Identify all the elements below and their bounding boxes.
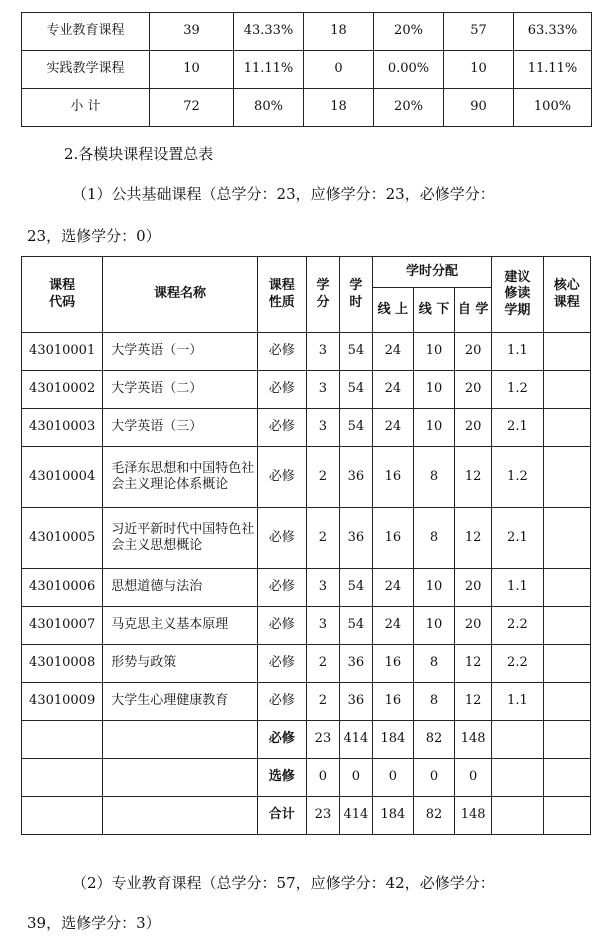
cell-core [543, 508, 590, 569]
cell-online: 24 [372, 371, 413, 409]
summary-cell: 20% [374, 13, 444, 51]
cell-term: 1.1 [492, 683, 543, 721]
empty-cell [492, 797, 543, 835]
summary-cell: 11.11% [514, 51, 592, 89]
cell-hours: 36 [339, 683, 372, 721]
cell-name: 形势与政策 [103, 645, 257, 683]
summary-cell: 57 [444, 13, 514, 51]
summary-row [22, 89, 592, 127]
empty-cell [22, 759, 103, 797]
header-offline: 线 下 [413, 288, 454, 333]
empty-cell [103, 797, 257, 835]
summary-cell: 11.11% [234, 51, 304, 89]
cell-code: 43010002 [22, 371, 103, 409]
paragraph-public-line1: （1）公共基础课程（总学分：23，应修学分：23，必修学分： [72, 185, 495, 203]
cell-credit: 2 [306, 447, 339, 508]
total-hours: 0 [339, 759, 372, 797]
total-credit: 0 [306, 759, 339, 797]
cell-hours: 54 [339, 569, 372, 607]
cell-hours: 36 [339, 645, 372, 683]
cell-nature: 必修 [257, 447, 306, 508]
summary-cell: 80% [234, 89, 304, 127]
summary-cell: 18 [304, 89, 374, 127]
cell-self: 20 [455, 569, 492, 607]
empty-cell [22, 721, 103, 759]
paragraph-major-line1: （2）专业教育课程（总学分：57，应修学分：42，必修学分： [72, 874, 495, 892]
summary-cell: 10 [150, 51, 234, 89]
total-online: 184 [372, 721, 413, 759]
cell-name: 习近平新时代中国特色社会主义思想概论 [103, 508, 257, 569]
total-online: 0 [372, 759, 413, 797]
cell-term: 1.2 [492, 447, 543, 508]
cell-term: 2.2 [492, 645, 543, 683]
cell-code: 43010009 [22, 683, 103, 721]
empty-cell [103, 759, 257, 797]
cell-self: 20 [455, 333, 492, 371]
cell-offline: 10 [413, 371, 454, 409]
table-row [22, 569, 591, 607]
cell-credit: 3 [306, 569, 339, 607]
header-alloc: 学时分配 [372, 257, 491, 288]
cell-offline: 8 [413, 683, 454, 721]
cell-hours: 36 [339, 447, 372, 508]
empty-cell [543, 797, 590, 835]
cell-core [543, 371, 590, 409]
section-heading: 2.各模块课程设置总表 [64, 145, 214, 163]
table-row [22, 333, 591, 371]
table-row [22, 607, 591, 645]
cell-online: 24 [372, 333, 413, 371]
cell-name: 大学英语（一） [103, 333, 257, 371]
summary-cell: 43.33% [234, 13, 304, 51]
total-self: 148 [455, 721, 492, 759]
cell-nature: 必修 [257, 333, 306, 371]
empty-cell [543, 721, 590, 759]
cell-credit: 2 [306, 683, 339, 721]
header-code: 课程 代码 [22, 257, 103, 333]
cell-self: 12 [455, 508, 492, 569]
cell-code: 43010008 [22, 645, 103, 683]
header-name: 课程名称 [103, 257, 257, 333]
cell-online: 16 [372, 447, 413, 508]
summary-cell: 100% [514, 89, 592, 127]
summary-cell: 0 [304, 51, 374, 89]
header-credit: 学 分 [306, 257, 339, 333]
empty-cell [492, 721, 543, 759]
summary-cell: 18 [304, 13, 374, 51]
header-self: 自 学 [455, 288, 492, 333]
cell-credit: 2 [306, 508, 339, 569]
cell-offline: 10 [413, 409, 454, 447]
cell-core [543, 683, 590, 721]
cell-self: 12 [455, 683, 492, 721]
summary-cell: 72 [150, 89, 234, 127]
summary-cell: 10 [444, 51, 514, 89]
summary-cell: 90 [444, 89, 514, 127]
table-row [22, 645, 591, 683]
cell-core [543, 607, 590, 645]
cell-nature: 必修 [257, 645, 306, 683]
total-offline: 82 [413, 797, 454, 835]
cell-core [543, 645, 590, 683]
cell-term: 2.1 [492, 508, 543, 569]
cell-code: 43010004 [22, 447, 103, 508]
table-row [22, 371, 591, 409]
cell-credit: 3 [306, 607, 339, 645]
header-hours: 学 时 [339, 257, 372, 333]
cell-offline: 8 [413, 447, 454, 508]
total-credit: 23 [306, 797, 339, 835]
table-row [22, 508, 591, 569]
cell-term: 2.1 [492, 409, 543, 447]
summary-table [21, 12, 592, 127]
cell-online: 24 [372, 607, 413, 645]
cell-term: 1.1 [492, 333, 543, 371]
cell-online: 24 [372, 409, 413, 447]
cell-offline: 8 [413, 645, 454, 683]
header-term: 建议 修读 学期 [492, 257, 543, 333]
cell-self: 12 [455, 447, 492, 508]
cell-name: 大学英语（二） [103, 371, 257, 409]
header-nature: 课程 性质 [257, 257, 306, 333]
cell-online: 16 [372, 645, 413, 683]
cell-nature: 必修 [257, 569, 306, 607]
cell-online: 16 [372, 683, 413, 721]
cell-credit: 2 [306, 645, 339, 683]
cell-offline: 10 [413, 333, 454, 371]
cell-self: 20 [455, 409, 492, 447]
totals-row [22, 721, 591, 759]
cell-code: 43010001 [22, 333, 103, 371]
cell-term: 1.2 [492, 371, 543, 409]
cell-nature: 必修 [257, 409, 306, 447]
total-hours: 414 [339, 797, 372, 835]
cell-code: 43010007 [22, 607, 103, 645]
cell-hours: 54 [339, 607, 372, 645]
cell-online: 16 [372, 508, 413, 569]
table-row [22, 409, 591, 447]
cell-online: 24 [372, 569, 413, 607]
cell-term: 2.2 [492, 607, 543, 645]
header-core: 核心 课程 [543, 257, 590, 333]
header-online: 线 上 [372, 288, 413, 333]
cell-hours: 54 [339, 333, 372, 371]
cell-name: 马克思主义基本原理 [103, 607, 257, 645]
total-self: 0 [455, 759, 492, 797]
cell-term: 1.1 [492, 569, 543, 607]
totals-row [22, 759, 591, 797]
cell-nature: 必修 [257, 508, 306, 569]
summary-row [22, 13, 592, 51]
cell-code: 43010006 [22, 569, 103, 607]
summary-cell: 39 [150, 13, 234, 51]
cell-name: 思想道德与法治 [103, 569, 257, 607]
total-label: 合计 [257, 797, 306, 835]
totals-row [22, 797, 591, 835]
total-hours: 414 [339, 721, 372, 759]
cell-nature: 必修 [257, 371, 306, 409]
cell-core [543, 569, 590, 607]
cell-core [543, 409, 590, 447]
empty-cell [22, 797, 103, 835]
summary-cell: 20% [374, 89, 444, 127]
total-label: 选修 [257, 759, 306, 797]
cell-offline: 8 [413, 508, 454, 569]
cell-hours: 54 [339, 371, 372, 409]
cell-core [543, 447, 590, 508]
cell-credit: 3 [306, 371, 339, 409]
cell-code: 43010005 [22, 508, 103, 569]
total-online: 184 [372, 797, 413, 835]
cell-nature: 必修 [257, 607, 306, 645]
empty-cell [492, 759, 543, 797]
cell-nature: 必修 [257, 683, 306, 721]
summary-cell: 0.00% [374, 51, 444, 89]
cell-code: 43010003 [22, 409, 103, 447]
summary-cell: 专业教育课程 [22, 13, 150, 51]
total-offline: 0 [413, 759, 454, 797]
cell-self: 20 [455, 607, 492, 645]
summary-cell: 实践教学课程 [22, 51, 150, 89]
paragraph-major-line2: 39，选修学分：3） [27, 914, 161, 932]
cell-hours: 36 [339, 508, 372, 569]
cell-core [543, 333, 590, 371]
total-credit: 23 [306, 721, 339, 759]
cell-offline: 10 [413, 607, 454, 645]
table-row [22, 447, 591, 508]
paragraph-public-line2: 23，选修学分：0） [27, 227, 161, 245]
cell-self: 12 [455, 645, 492, 683]
cell-hours: 54 [339, 409, 372, 447]
summary-cell: 小 计 [22, 89, 150, 127]
total-offline: 82 [413, 721, 454, 759]
cell-offline: 10 [413, 569, 454, 607]
empty-cell [103, 721, 257, 759]
cell-credit: 3 [306, 333, 339, 371]
table-row [22, 683, 591, 721]
total-label: 必修 [257, 721, 306, 759]
cell-name: 毛泽东思想和中国特色社会主义理论体系概论 [103, 447, 257, 508]
cell-name: 大学生心理健康教育 [103, 683, 257, 721]
cell-name: 大学英语（三） [103, 409, 257, 447]
total-self: 148 [455, 797, 492, 835]
cell-credit: 3 [306, 409, 339, 447]
course-table [21, 256, 591, 835]
cell-self: 20 [455, 371, 492, 409]
summary-cell: 63.33% [514, 13, 592, 51]
summary-row [22, 51, 592, 89]
empty-cell [543, 759, 590, 797]
